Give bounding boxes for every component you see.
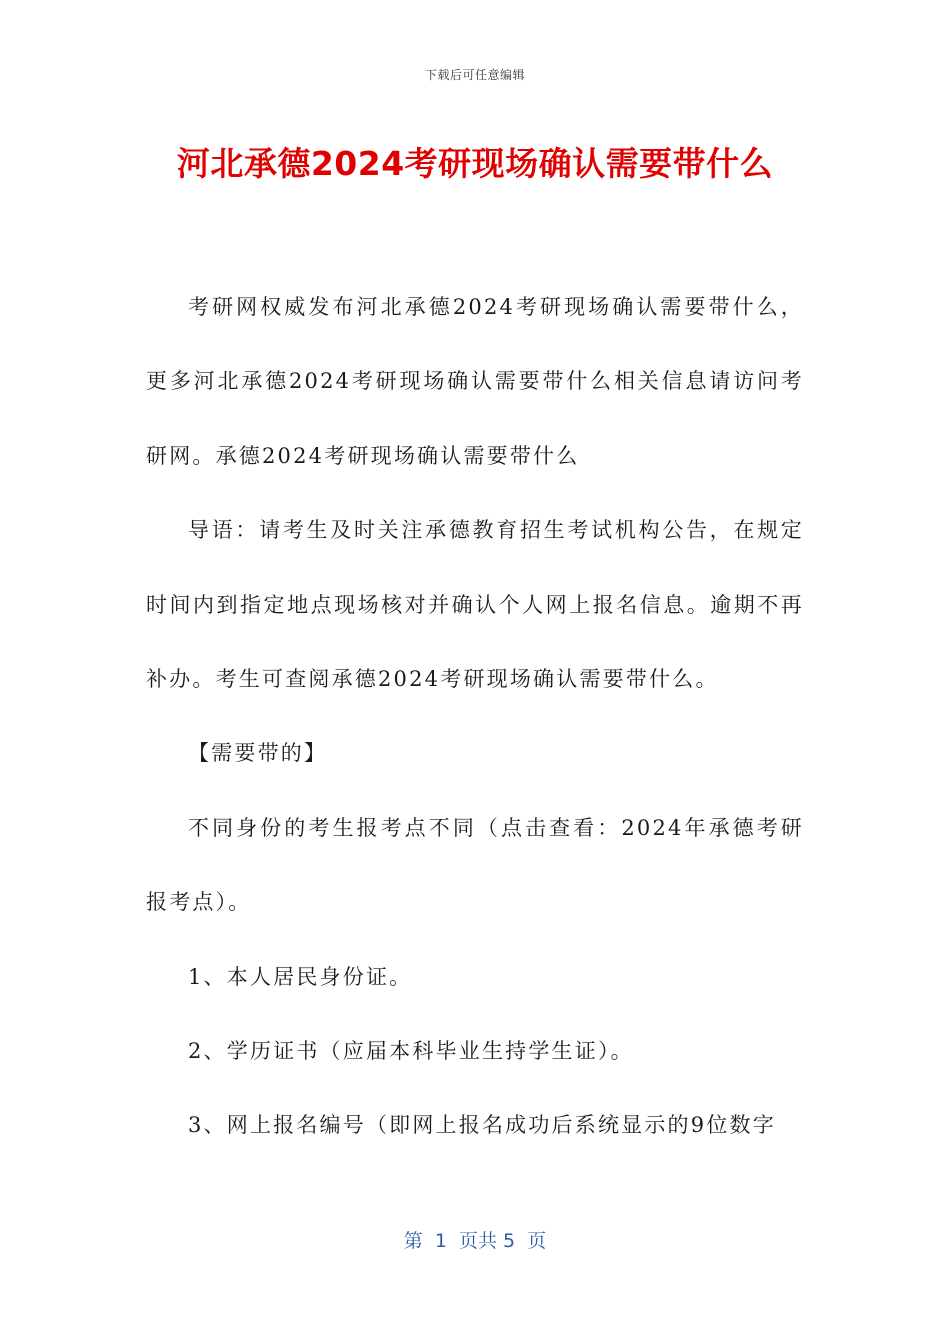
paragraph-intro: 考研网权威发布河北承德2024考研现场确认需要带什么，更多河北承德2024考研现场确认需要带什么相关信息请访问考研网。承德2024考研现场确认需要带什么 [146, 295, 804, 468]
section-heading: 【需要带的】 [188, 741, 328, 766]
paragraph-guide: 导语：请考生及时关注承德教育招生考试机构公告，在规定时间内到指定地点现场核对并确认个人网上报名信息。逾期不再补办。考生可查阅承德2024考研现场确认需要带什么。 [146, 518, 804, 692]
list-item-id-card: 1、本人居民身份证。 [188, 964, 413, 989]
paragraph-exam-site: 不同身份的考生报考点不同（点击查看：2024年承德考研报考点）。 [146, 815, 804, 915]
list-item-diploma: 2、学历证书（应届本科毕业生持学生证）。 [188, 1039, 634, 1064]
page-number: 第 1 页共 5 页 [403, 1230, 547, 1252]
header-note: 下载后可任意编辑 [424, 68, 525, 82]
document-title: 河北承德2024考研现场确认需要带什么 [176, 144, 774, 183]
list-item-registration-number: 3、网上报名编号（即网上报名成功后系统显示的9位数字 [188, 1113, 776, 1138]
document-body [146, 270, 804, 1163]
